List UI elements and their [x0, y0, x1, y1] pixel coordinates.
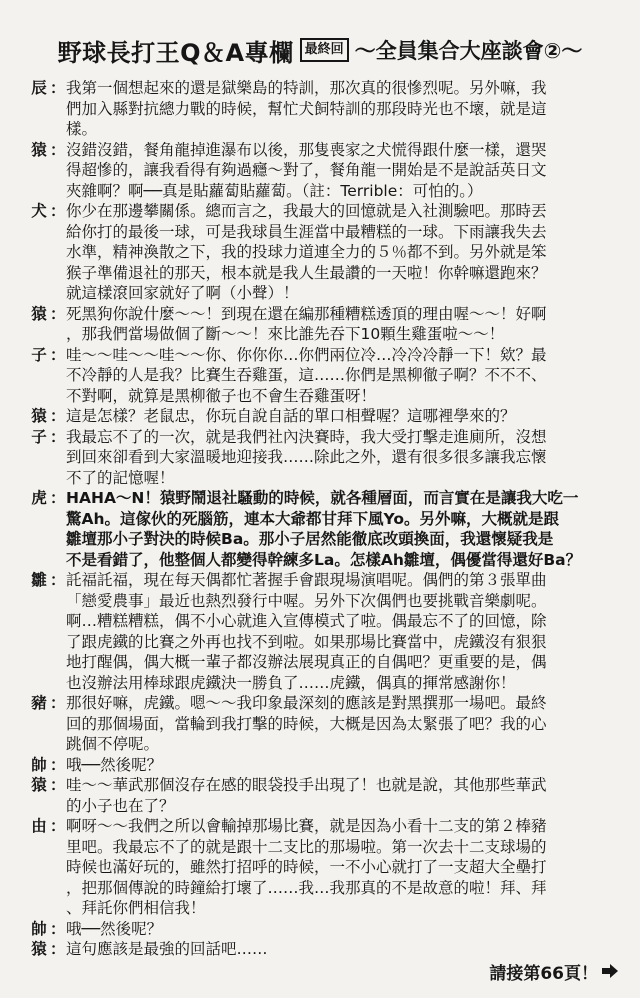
speaker-name: 雛	[31, 571, 47, 589]
speaker-name: 子	[31, 345, 47, 364]
speaker-colon: ：	[50, 427, 66, 446]
dialogue-line	[28, 140, 618, 202]
dialogue-text: 哦──然後呢？	[66, 755, 163, 774]
speaker-colon: ：	[50, 345, 66, 364]
speaker-colon: ：	[50, 817, 66, 835]
speaker-name: 猿	[31, 407, 47, 425]
speaker-colon: ：	[50, 694, 66, 712]
speaker-colon: ：	[50, 755, 66, 774]
speaker-name: 帥	[31, 919, 47, 938]
column-header	[0, 30, 640, 70]
final-episode-badge: 最終回	[300, 38, 349, 62]
continue-text: 請接第66頁！	[489, 963, 598, 984]
speaker-colon: ：	[50, 202, 66, 220]
speaker-colon: ：	[50, 919, 66, 938]
column-subtitle: ～全員集合大座談會②～	[354, 39, 583, 63]
speaker-name: 犬	[31, 202, 47, 220]
dialogue-text: 我第一個想起來的還是獄樂島的特訓，那次真的很慘烈呢。另外嘛，我 們加入縣對抗總力戰的時候，幫忙犬飼特訓的那段時光也不壞，就是這 樣。	[66, 79, 547, 138]
dialogue-line	[28, 345, 618, 407]
speaker-colon: ：	[50, 940, 66, 958]
dialogue-line	[28, 693, 618, 755]
speaker-colon: ：	[50, 304, 66, 323]
speaker-colon: ：	[50, 571, 66, 589]
dialogue-line	[28, 304, 618, 345]
dialogue-text: 哇～～哇～～哇～～你、你你你…你們兩位冷…冷冷冷靜一下！欸？最 不冷靜的人是我？比賽生吞雞蛋，這……你們是黑柳徹子啊？不不不、 不對啊，就算是黑柳徹子也不會生吞雞蛋呀！	[66, 345, 547, 405]
dialogue-line	[28, 78, 618, 140]
dialogue-text: 那很好嘛，虎鐵。嗯～～我印象最深刻的應該是對黑撰那一場吧。最終 回的那個場面，當輪到我打擊的時候，大概是因為太緊張了吧？我的心 跳個不停呢。	[66, 694, 547, 753]
right-arrow-icon	[602, 964, 618, 978]
dialogue-line	[28, 406, 618, 427]
speaker-colon: ：	[50, 140, 66, 159]
dialogue-text: 這句應該是最強的回話吧……	[66, 940, 268, 958]
dialogue-line	[28, 570, 618, 693]
dialogue-list	[28, 78, 618, 960]
dialogue-text: 你少在那邊攀關係。總而言之，我最大的回憶就是入社測驗吧。那時丟 給你打的最後一球，可是我球員生涯當中最糟糕的一球。下雨讓我失去 水準，精神渙散之下，我的投球力道連全力的５％都不到。另外就是笨 猴子準備退社的那天，根本就是我人生最讚的一天啦！你幹嘛還跑來？ 就這樣滾回家就好了啊（小聲）！	[66, 202, 547, 302]
speaker-name: 猿	[31, 940, 47, 958]
dialogue-text: 沒錯沒錯，餐角龍掉進瀑布以後，那隻喪家之犬慌得跟什麼一樣，還哭 得超慘的，讓我看得有夠過癮～對了，餐角龍一開始是不是說話英日文 夾雜啊？啊──真是貼蘿蔔貼蘿蔔。（註：Terrible：可怕的。）	[66, 140, 547, 200]
speaker-colon: ：	[50, 407, 66, 425]
speaker-name: 猿	[31, 140, 47, 159]
dialogue-text: 哦──然後呢？	[66, 919, 163, 938]
speaker-name: 辰	[31, 79, 47, 97]
dialogue-line	[28, 755, 618, 776]
dialogue-text: 託福託福，現在每天偶都忙著握手會跟現場演唱呢。偶們的第３張單曲 「戀愛農事」最近也熱烈發行中喔。另外下次偶們也要挑戰音樂劇呢。 啊…糟糕糟糕，偶不小心就進入宣傳模式了啦。偶最忘不了的回憶，除 了跟虎鐵的比賽之外再也找不到啦。如果那場比賽當中，虎鐵沒有狠狠 地打醒偶，偶大概一輩子都沒辦法展現真正的自偶吧？更重要的是，偶 也沒辦法用棒球跟虎鐵決一勝負了……虎鐵，偶真的揮常感謝你！	[66, 571, 547, 692]
speaker-name: 子	[31, 427, 47, 446]
dialogue-line	[28, 816, 618, 919]
dialogue-text: 哇～～華武那個沒存在感的眼袋投手出現了！也就是說，其他那些華武 的小子也在了？	[66, 776, 547, 815]
speaker-colon: ：	[50, 79, 66, 97]
dialogue-line	[28, 939, 618, 960]
dialogue-line	[28, 201, 618, 304]
speaker-name: 由	[31, 817, 47, 835]
dialogue-text: 啊呀～～我們之所以會輸掉那場比賽，就是因為小看十二支的第２棒豬 里吧。我最忘不了的就是跟十二支比的那場啦。第一次去十二支球場的 時候也滿好玩的，雖然打招呼的時候，一不小心就打了一支超大全壘打 ，把那個傳說的時鐘給打壞了……我…我那真的不是故意的啦！拜、拜 、拜託你們相信我！	[66, 817, 547, 917]
dialogue-line	[28, 919, 618, 940]
dialogue-text: 這是怎樣？老鼠忠，你玩自說自話的單口相聲喔？這哪裡學來的？	[66, 407, 516, 425]
continue-notice	[489, 958, 618, 984]
speaker-colon: ：	[50, 776, 66, 794]
speaker-colon: ：	[50, 489, 66, 507]
column-title: 野球長打王Q＆A專欄	[57, 38, 294, 67]
speaker-name: 豬	[31, 694, 47, 712]
speaker-name: 虎	[31, 489, 47, 507]
speaker-name: 猿	[31, 776, 47, 794]
dialogue-text: 我最忘不了的一次，就是我們社內決賽時，我大受打擊走進廁所，沒想 到回來卻看到大家溫暖地迎接我……除此之外，還有很多很多讓我忘懷 不了的記憶喔！	[66, 427, 547, 487]
dialogue-text: HAHA～N！猿野鬧退社騷動的時候，就各種層面，而言實在是讓我大吃一 驚Ah。這傢伙的死腦筋，連本大爺都甘拜下風Yo。另外嘛，大概就是跟 雛壇那小子對決的時候Ba。那小子居然能徹底改頭換面，我還懷疑我是 不是看錯了，他整個人都變得幹練多La。怎樣Ah雛壇，偶優當得還好Ba？	[66, 489, 582, 569]
speaker-name: 猿	[31, 304, 47, 323]
dialogue-line	[28, 775, 618, 816]
dialogue-text: 死黑狗你說什麼～～！到現在還在編那種糟糕透頂的理由喔～～！好啊 ，那我們當場做個了斷～～！來比誰先吞下10顆生雞蛋啦～～！	[66, 304, 547, 343]
dialogue-line	[28, 427, 618, 489]
dialogue-line	[28, 488, 618, 570]
speaker-name: 帥	[31, 755, 47, 774]
